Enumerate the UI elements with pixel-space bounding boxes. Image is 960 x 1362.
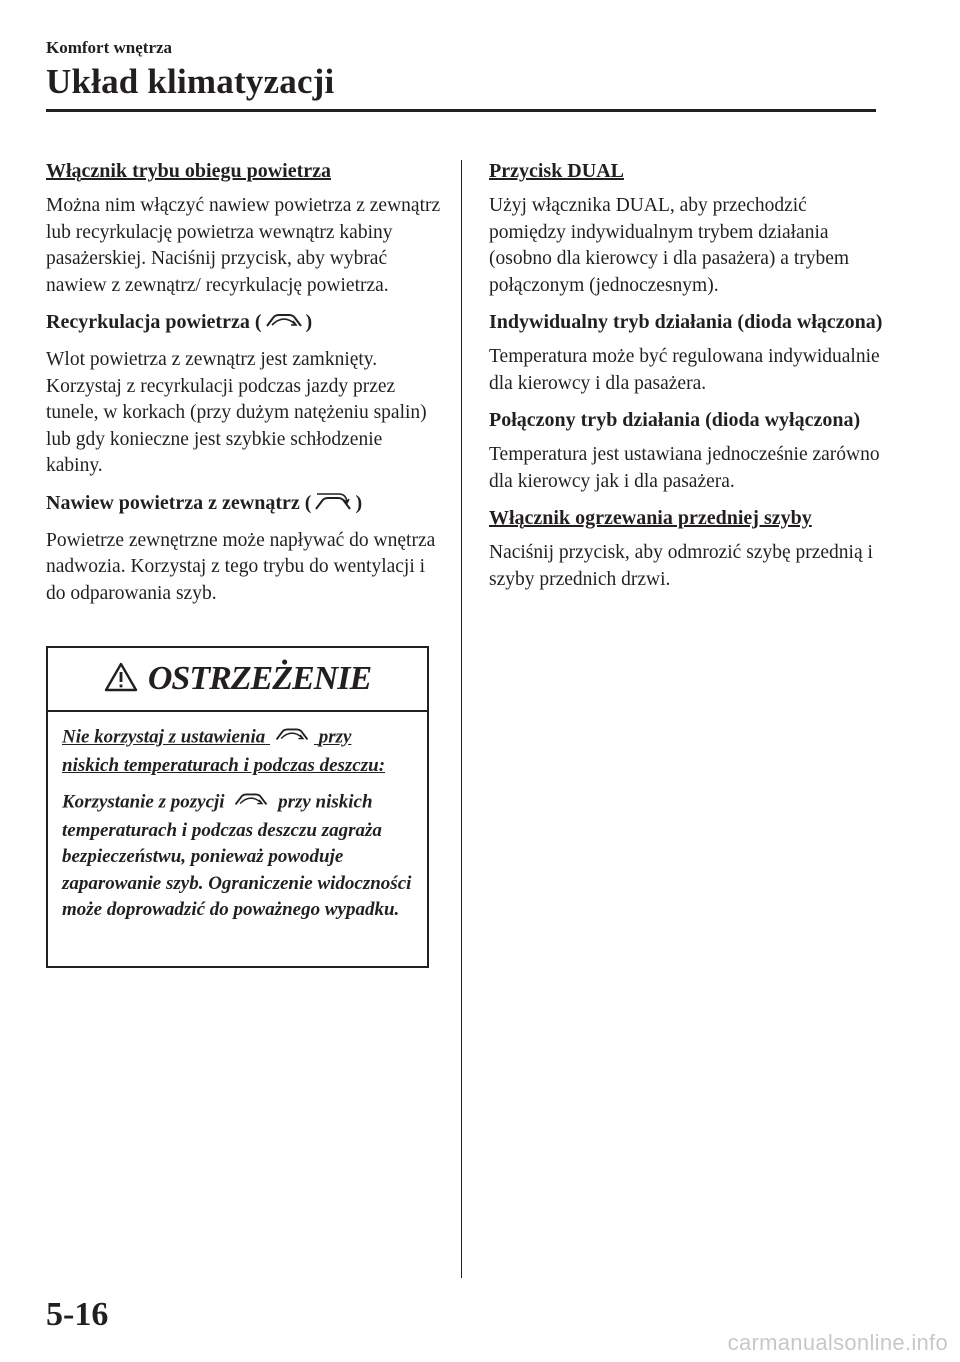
right-column [489, 158, 885, 603]
warning-box [46, 646, 429, 968]
warning-header [48, 648, 427, 712]
individual-mode-heading: Indywidualny tryb działania (dioda włączona) [489, 311, 883, 333]
left-column [46, 158, 442, 617]
title-rule [46, 109, 876, 112]
warning-body [48, 712, 427, 924]
watermark: carmanualsonline.info [727, 1330, 948, 1355]
recirculation-text: Wlot powietrza z zewnątrz jest zamknięty. Korzystaj z recyrkulacji podczas jazdy przez tunele, w korkach (przy dużym natężeniu spalin) lub gdy konieczne jest szybkie schłodzenie kabiny. [46, 349, 427, 476]
individual-mode-text: Temperatura może być regulowana indywidualnie dla kierowcy i dla pasażera. [489, 346, 880, 394]
warning-triangle-icon [104, 662, 138, 697]
recirculation-icon [264, 309, 304, 338]
combined-mode-heading: Połączony tryb działania (dioda wyłączona) [489, 409, 861, 431]
dual-text: Użyj włącznika DUAL, aby przechodzić pomiędzy indywidualnym trybem działania (osobno dla kierowcy i dla pasażera) a trybem połączonym (jednoczesnym). [489, 195, 850, 296]
outside-air-icon [313, 490, 353, 519]
defroster-heading: Włącznik ogrzewania przedniej szyby [489, 507, 812, 529]
combined-mode-text: Temperatura jest ustawiana jednocześnie zarówno dla kierowcy jak i dla pasażera. [489, 444, 880, 492]
warning-title: OSTRZEŻENIE [147, 660, 372, 697]
page-title: Układ klimatyzacji [46, 62, 335, 101]
defroster-text: Naciśnij przycisk, aby odmrozić szybę przednią i szyby przednich drzwi. [489, 542, 873, 590]
dual-heading: Przycisk DUAL [489, 160, 624, 182]
outside-air-heading: Nawiew powietrza z zewnątrz ( ) [46, 490, 442, 519]
page-number: 5-16 [46, 1296, 109, 1333]
recirculation-icon [272, 724, 312, 753]
section-label: Komfort wnętrza [46, 38, 173, 57]
warning-line-2: Korzystanie z pozycji przy niskich temperaturach i podczas deszczu zagraża bezpieczeństwu, ponieważ powoduje zaparowanie szyb. Ograniczenie widoczności może doprowadzić do poważnego wypadku. [62, 789, 413, 924]
warning-line-1: Nie korzystaj z ustawienia przy niskich temperaturach i podczas deszczu: [62, 724, 413, 779]
air-intake-text: Można nim włączyć nawiew powietrza z zewnątrz lub recyrkulację powietrza wewnątrz kabiny pasażerskiej. Naciśnij przycisk, aby wybrać nawiew z zewnątrz/ recyrkulację powietrza. [46, 195, 441, 296]
recirculation-heading: Recyrkulacja powietrza ( ) [46, 309, 442, 338]
air-intake-heading: Włącznik trybu obiegu powietrza [46, 160, 331, 182]
outside-air-text: Powietrze zewnętrzne może napływać do wnętrza nadwozia. Korzystaj z tego trybu do wentylacji i do odparowania szyb. [46, 529, 436, 604]
column-divider [461, 160, 462, 1278]
recirculation-icon [231, 789, 271, 818]
